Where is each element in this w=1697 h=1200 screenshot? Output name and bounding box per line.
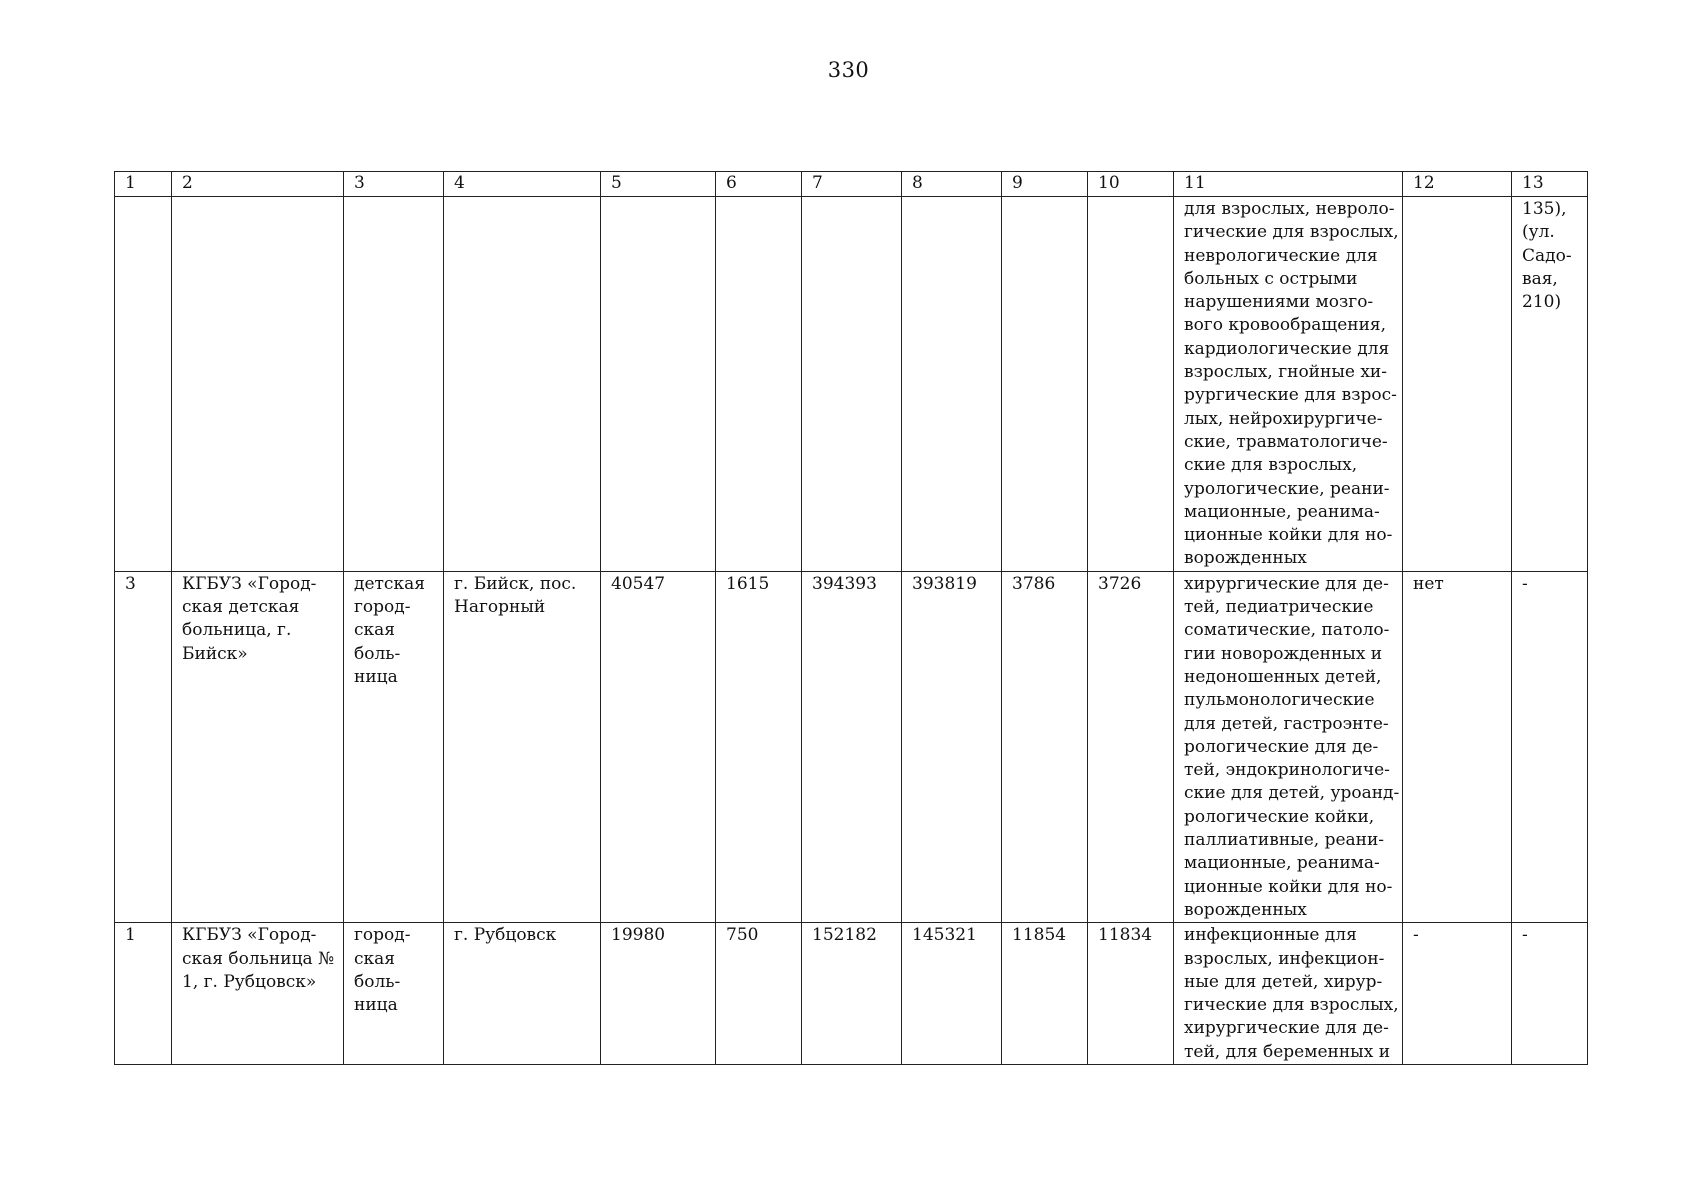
- cell-text: -: [1522, 925, 1528, 946]
- table-cell: [1088, 923, 1174, 1065]
- table-cell: [444, 923, 601, 1065]
- cell-text: 393819: [912, 573, 977, 594]
- table-cell: [1174, 197, 1403, 572]
- column-header: 8: [902, 172, 1002, 197]
- table-header-row: [115, 172, 1588, 197]
- cell-text: КГБУЗ «Город- ская больница № 1, г. Рубцовск»: [182, 925, 335, 992]
- table-cell: [1002, 923, 1088, 1065]
- column-header: 13: [1512, 172, 1588, 197]
- cell-text: -: [1413, 925, 1419, 946]
- cell-text: г. Бийск, пос. Нагорный: [454, 573, 577, 618]
- table-cell: [1088, 571, 1174, 922]
- column-header: 2: [172, 172, 344, 197]
- cell-text: 11854: [1012, 925, 1067, 946]
- table-cell: [902, 923, 1002, 1065]
- cell-text: 152182: [812, 925, 877, 946]
- table-cell: [172, 197, 344, 572]
- cell-text: г. Рубцовск: [454, 925, 557, 946]
- table-cell: [716, 923, 802, 1065]
- cell-text: 394393: [812, 573, 877, 594]
- table-cell: [601, 923, 716, 1065]
- table-cell: [1512, 923, 1588, 1065]
- cell-text: -: [1522, 573, 1528, 594]
- cell-text: для взрослых, невроло- гические для взрослых, неврологические для больных с острыми нарушениями мозго- вого кровообращения, кардиологические для взрослых, гнойные хи- рургические для взрос- лых, нейрохирургиче- ские, травматологиче- ские для взрослых, урологические, реани- мационные, реанима- ционные койки для но- ворожденных: [1184, 199, 1399, 569]
- table-cell: [1174, 923, 1403, 1065]
- table-cell: [1512, 197, 1588, 572]
- column-header: 3: [344, 172, 444, 197]
- table-cell: [444, 571, 601, 922]
- cell-text: хирургические для де- тей, педиатрические соматические, патоло- гии новорожденных и недоношенных детей, пульмонологические для детей, гастроэнте- рологические для де- тей, эндокринологиче- ские для детей, уроанд- рологические койки, паллиативные, реани- мационные, реанима- ционные койки для но- ворожденных: [1184, 573, 1400, 920]
- cell-text: КГБУЗ «Город- ская детская больница, г. Бийск»: [182, 573, 317, 664]
- table-cell: [1403, 923, 1512, 1065]
- table-cell: [1002, 571, 1088, 922]
- cell-text: город- ская боль- ница: [354, 925, 411, 1016]
- table-cell: [802, 923, 902, 1065]
- table-cell: [1174, 571, 1403, 922]
- table-cell: [115, 197, 172, 572]
- cell-text: детская город- ская боль- ница: [354, 573, 425, 687]
- column-header: 11: [1174, 172, 1403, 197]
- cell-text: 11834: [1098, 925, 1153, 946]
- cell-text: 1615: [726, 573, 770, 594]
- table-row: [115, 571, 1588, 922]
- column-header: 6: [716, 172, 802, 197]
- table-cell: [344, 923, 444, 1065]
- table-cell: [1403, 571, 1512, 922]
- table-cell: [115, 923, 172, 1065]
- cell-text: 3786: [1012, 573, 1056, 594]
- table-cell: [444, 197, 601, 572]
- column-header: 1: [115, 172, 172, 197]
- column-header: 12: [1403, 172, 1512, 197]
- cell-text: нет: [1413, 573, 1444, 594]
- column-header: 10: [1088, 172, 1174, 197]
- cell-text: инфекционные для взрослых, инфекцион- ные для детей, хирур- гические для взрослых, хирургические для де- тей, для беременных и: [1184, 925, 1399, 1062]
- table-cell: [802, 571, 902, 922]
- table-cell: [1088, 197, 1174, 572]
- cell-text: 1: [125, 925, 136, 946]
- column-header: 7: [802, 172, 902, 197]
- data-table: [114, 171, 1588, 1065]
- table-cell: [344, 571, 444, 922]
- cell-text: 750: [726, 925, 759, 946]
- table-row: [115, 197, 1588, 572]
- cell-text: 135), (ул. Садо- вая, 210): [1522, 199, 1572, 313]
- table-cell: [902, 571, 1002, 922]
- table-cell: [172, 923, 344, 1065]
- column-header: 4: [444, 172, 601, 197]
- table-cell: [1512, 571, 1588, 922]
- table-cell: [802, 197, 902, 572]
- page-number: 330: [827, 58, 870, 82]
- table-cell: [716, 197, 802, 572]
- table-row: [115, 923, 1588, 1065]
- table-cell: [601, 571, 716, 922]
- cell-text: 3726: [1098, 573, 1142, 594]
- column-header: 9: [1002, 172, 1088, 197]
- table-cell: [601, 197, 716, 572]
- cell-text: 145321: [912, 925, 977, 946]
- table-cell: [115, 571, 172, 922]
- column-header: 5: [601, 172, 716, 197]
- table-cell: [902, 197, 1002, 572]
- cell-text: 3: [125, 573, 136, 594]
- table-cell: [1403, 197, 1512, 572]
- cell-text: 40547: [611, 573, 666, 594]
- table-cell: [1002, 197, 1088, 572]
- cell-text: 19980: [611, 925, 666, 946]
- table-cell: [172, 571, 344, 922]
- table-cell: [344, 197, 444, 572]
- table-cell: [716, 571, 802, 922]
